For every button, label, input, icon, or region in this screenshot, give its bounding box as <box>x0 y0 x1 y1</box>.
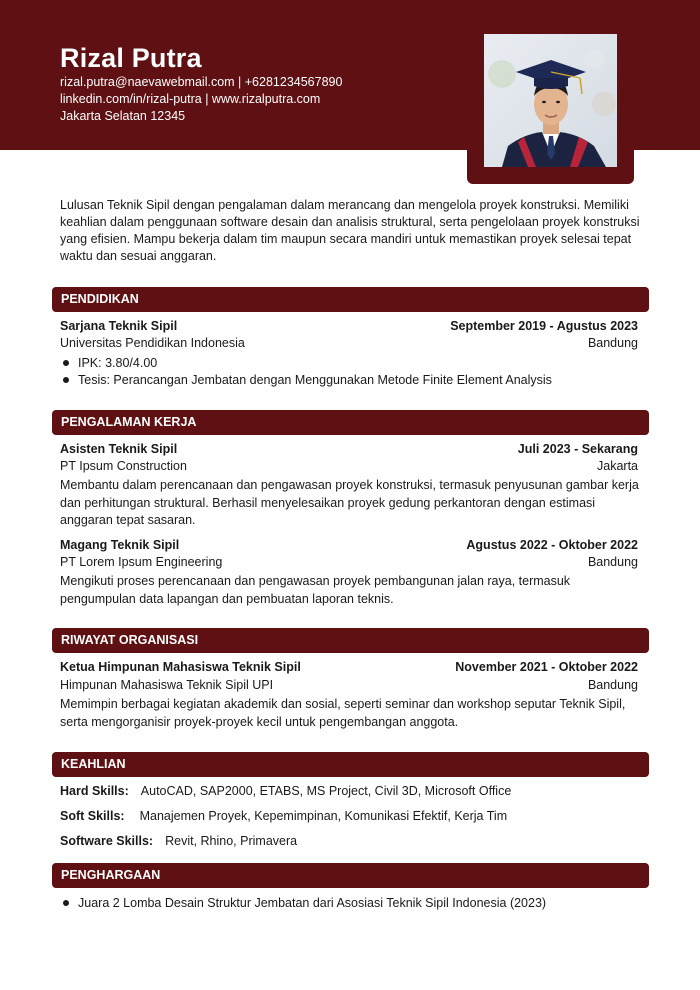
education-degree: Sarjana Teknik Sipil <box>60 319 178 333</box>
section-header-education: PENDIDIKAN <box>52 287 649 312</box>
skill-label: Soft Skills: <box>60 809 125 823</box>
experience-2-dates: Agustus 2022 - Oktober 2022 <box>466 538 638 552</box>
list-item: Tesis: Perancangan Jembatan dengan Menggunakan Metode Finite Element Analysis <box>60 373 552 387</box>
skill-value: Revit, Rhino, Primavera <box>165 834 298 848</box>
experience-2-description: Mengikuti proses perencanaan dan pengawasan proyek pembangunan jalan raya, termasuk pengumpulan data lapangan dan pembuatan laporan teknis. <box>60 574 571 606</box>
organization-title: Ketua Himpunan Mahasiswa Teknik Sipil <box>60 660 301 674</box>
experience-1-location: Jakarta <box>597 459 638 473</box>
bullet-icon <box>63 900 69 906</box>
skill-label: Hard Skills: <box>60 784 129 798</box>
list-item: IPK: 3.80/4.00 <box>60 356 157 370</box>
section-header-organization: RIWAYAT ORGANISASI <box>52 628 649 653</box>
skill-value: AutoCAD, SAP2000, ETABS, MS Project, Civil 3D, Microsoft Office <box>140 784 512 798</box>
experience-1-description: Membantu dalam perencanaan dan pengawasan proyek konstruksi, termasuk penyusunan gambar kerja dan perhitungan struktural. Berhasil menyelesaikan proyek gedung perkantoran dengan estimasi anggaran tepat sasaran. <box>60 478 639 527</box>
candidate-name: Rizal Putra <box>60 43 202 73</box>
profile-summary: Lulusan Teknik Sipil dengan pengalaman dalam merancang dan mengelola proyek konstruksi. Memiliki keahlian dalam penggunaan software desain dan analisis struktural, serta pengelolaan proyek konstruksi yang efisien. Mampu bekerja dalam tim maupun secara mandiri untuk memastikan proyek selesai tepat waktu dan sesuai anggaran. <box>60 198 640 263</box>
skill-row-hard <box>60 784 511 798</box>
list-item: Juara 2 Lomba Desain Struktur Jembatan dari Asosiasi Teknik Sipil Indonesia (2023) <box>60 896 546 910</box>
experience-1-company: PT Ipsum Construction <box>60 459 187 473</box>
organization-location: Bandung <box>587 678 638 692</box>
bullet-icon <box>63 377 69 383</box>
contact-email-phone: rizal.putra@naevawebmail.com | +6281234567890 <box>60 75 343 89</box>
organization-dates: November 2021 - Oktober 2022 <box>455 660 638 674</box>
skill-row-software <box>60 834 297 848</box>
experience-2-title: Magang Teknik Sipil <box>60 538 180 552</box>
profile-photo <box>484 34 617 167</box>
section-header-experience: PENGALAMAN KERJA <box>52 410 649 435</box>
experience-1-dates: Juli 2023 - Sekarang <box>517 442 638 456</box>
education-dates: September 2019 - Agustus 2023 <box>450 319 638 333</box>
skill-value: Manajemen Proyek, Kepemimpinan, Komunikasi Efektif, Kerja Tim <box>139 809 508 823</box>
contact-address: Jakarta Selatan 12345 <box>60 109 186 123</box>
bullet-icon <box>63 360 69 366</box>
contact-web: linkedin.com/in/rizal-putra | www.rizalputra.com <box>60 92 321 106</box>
skill-row-soft <box>60 809 507 823</box>
organization-name: Himpunan Mahasiswa Teknik Sipil UPI <box>60 678 274 692</box>
experience-2-company: PT Lorem Ipsum Engineering <box>60 555 223 569</box>
education-location: Bandung <box>587 336 638 350</box>
organization-description: Memimpin berbagai kegiatan akademik dan sosial, seperti seminar dan workshop seputar Teknik Sipil, serta mengorganisir proyek-proyek kecil untuk pengembangan anggota. <box>60 697 626 729</box>
photo-frame <box>467 20 634 184</box>
education-school: Universitas Pendidikan Indonesia <box>60 336 245 350</box>
section-header-skills: KEAHLIAN <box>52 752 649 777</box>
experience-1-title: Asisten Teknik Sipil <box>60 442 178 456</box>
experience-2-location: Bandung <box>587 555 638 569</box>
skill-label: Software Skills: <box>60 834 154 848</box>
section-header-awards: PENGHARGAAN <box>52 863 649 888</box>
